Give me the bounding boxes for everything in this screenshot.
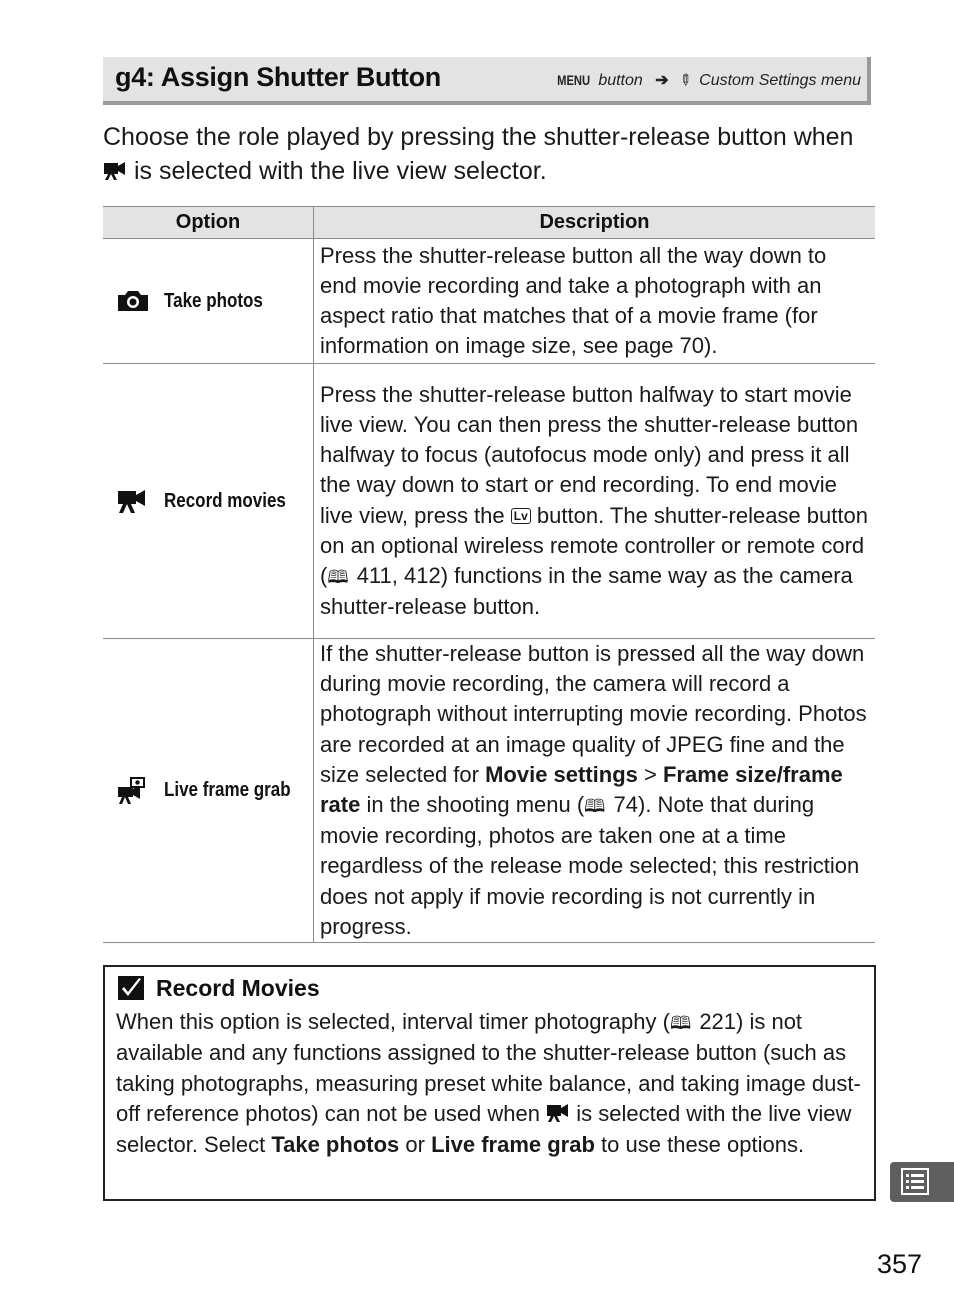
- movie-camera-icon: [103, 161, 127, 181]
- option-label: Live frame grab: [164, 779, 291, 802]
- book-reference-icon: 🕮: [584, 796, 606, 817]
- note-box: [103, 965, 876, 1201]
- table-row: [103, 639, 875, 943]
- options-table: [103, 206, 875, 943]
- note-title: Record Movies: [156, 975, 320, 1001]
- description-text: 411, 412) functions in the same way as the camera shutter-release button.: [320, 562, 853, 620]
- note-text: 221) is not available and any functions assigned to the shutter-release button (such as taking photographs, measuring preset white balance, and taking image dust-off reference photos) can not be used when: [116, 1009, 861, 1127]
- column-header-option: Option: [103, 207, 314, 239]
- book-reference-icon: 🕮: [669, 1013, 692, 1033]
- table-header-row: [103, 207, 875, 239]
- option-label: Record movies: [164, 489, 286, 512]
- menu-button-label: MENU: [556, 72, 590, 88]
- frame-size-term: Frame size/frame rate: [320, 761, 843, 818]
- description-text: button. The shutter-release button on an optional wireless remote controller or remote cord (: [320, 502, 868, 588]
- option-description: [314, 364, 876, 639]
- live-view-button-icon: Lv: [511, 508, 531, 524]
- note-text: to use these options.: [601, 1131, 805, 1157]
- description-text: Press the shutter-release button halfway to start movie live view. You can then press the shutter-release button halfway to focus (autofocus mode only) and press it all the way down to start or end recording. To end movie live view, press the: [320, 381, 859, 528]
- description-text: in the shooting menu (: [360, 792, 585, 818]
- page-title: g4: Assign Shutter Button: [115, 62, 441, 92]
- pencil-icon: ✎: [674, 69, 696, 91]
- live-frame-grab-icon: [115, 777, 151, 805]
- description-text: Press the shutter-release button all the way down to end movie recording and take a photograph with an aspect ratio that matches that of a movie frame (for information on image size, see page 70).: [320, 242, 827, 359]
- note-text: When this option is selected, interval timer photography (: [116, 1009, 670, 1034]
- movie-camera-icon: [546, 1103, 570, 1123]
- table-row: [103, 364, 875, 639]
- column-header-description: Description: [314, 207, 876, 239]
- note-text: or: [405, 1131, 425, 1157]
- option-label: Take photos: [164, 289, 263, 312]
- description-text: 74). Note that during movie recording, photos are taken one at a time regardless of the release mode selected; this restriction does not apply if movie recording is not currently in progress.: [320, 792, 860, 939]
- page-number: 357: [877, 1249, 923, 1279]
- section-header: [103, 57, 871, 105]
- camera-icon: [115, 287, 151, 315]
- intro-text-1: Choose the role played by pressing the shutter-release button when: [103, 123, 854, 151]
- option-description: [314, 239, 876, 364]
- button-word: button: [598, 72, 643, 89]
- menu-list-icon: [890, 1162, 954, 1202]
- take-photos-term: Take photos: [271, 1131, 400, 1157]
- intro-text-2: is selected with the live view selector.: [133, 157, 547, 185]
- book-reference-icon: 🕮: [327, 566, 349, 587]
- note-checkmark-icon: [117, 975, 145, 1001]
- table-row: [103, 239, 875, 364]
- note-body: [116, 1007, 868, 1160]
- live-frame-grab-term: Live frame grab: [431, 1131, 595, 1157]
- option-live-frame-grab: [103, 777, 313, 805]
- menu-name: Custom Settings menu: [699, 72, 861, 89]
- movie-settings-term: Movie settings: [485, 761, 638, 787]
- description-text: If the shutter-release button is pressed all the way down during movie recording, the camera will record a photograph without interrupting movie recording. Photos are recorded at an image quality of JPEG fine and the size selected for: [320, 641, 867, 787]
- option-record-movies: [103, 487, 313, 515]
- arrow-icon: ➔: [655, 72, 669, 89]
- note-text: is selected with the live view selector. Select: [116, 1101, 852, 1157]
- menu-path: [553, 70, 861, 90]
- section-tab: [890, 1162, 954, 1202]
- menu-separator: >: [637, 761, 663, 787]
- option-take-photos: [103, 287, 313, 315]
- intro-paragraph: [103, 120, 883, 188]
- option-description: [314, 639, 876, 943]
- movie-camera-icon: [115, 487, 151, 515]
